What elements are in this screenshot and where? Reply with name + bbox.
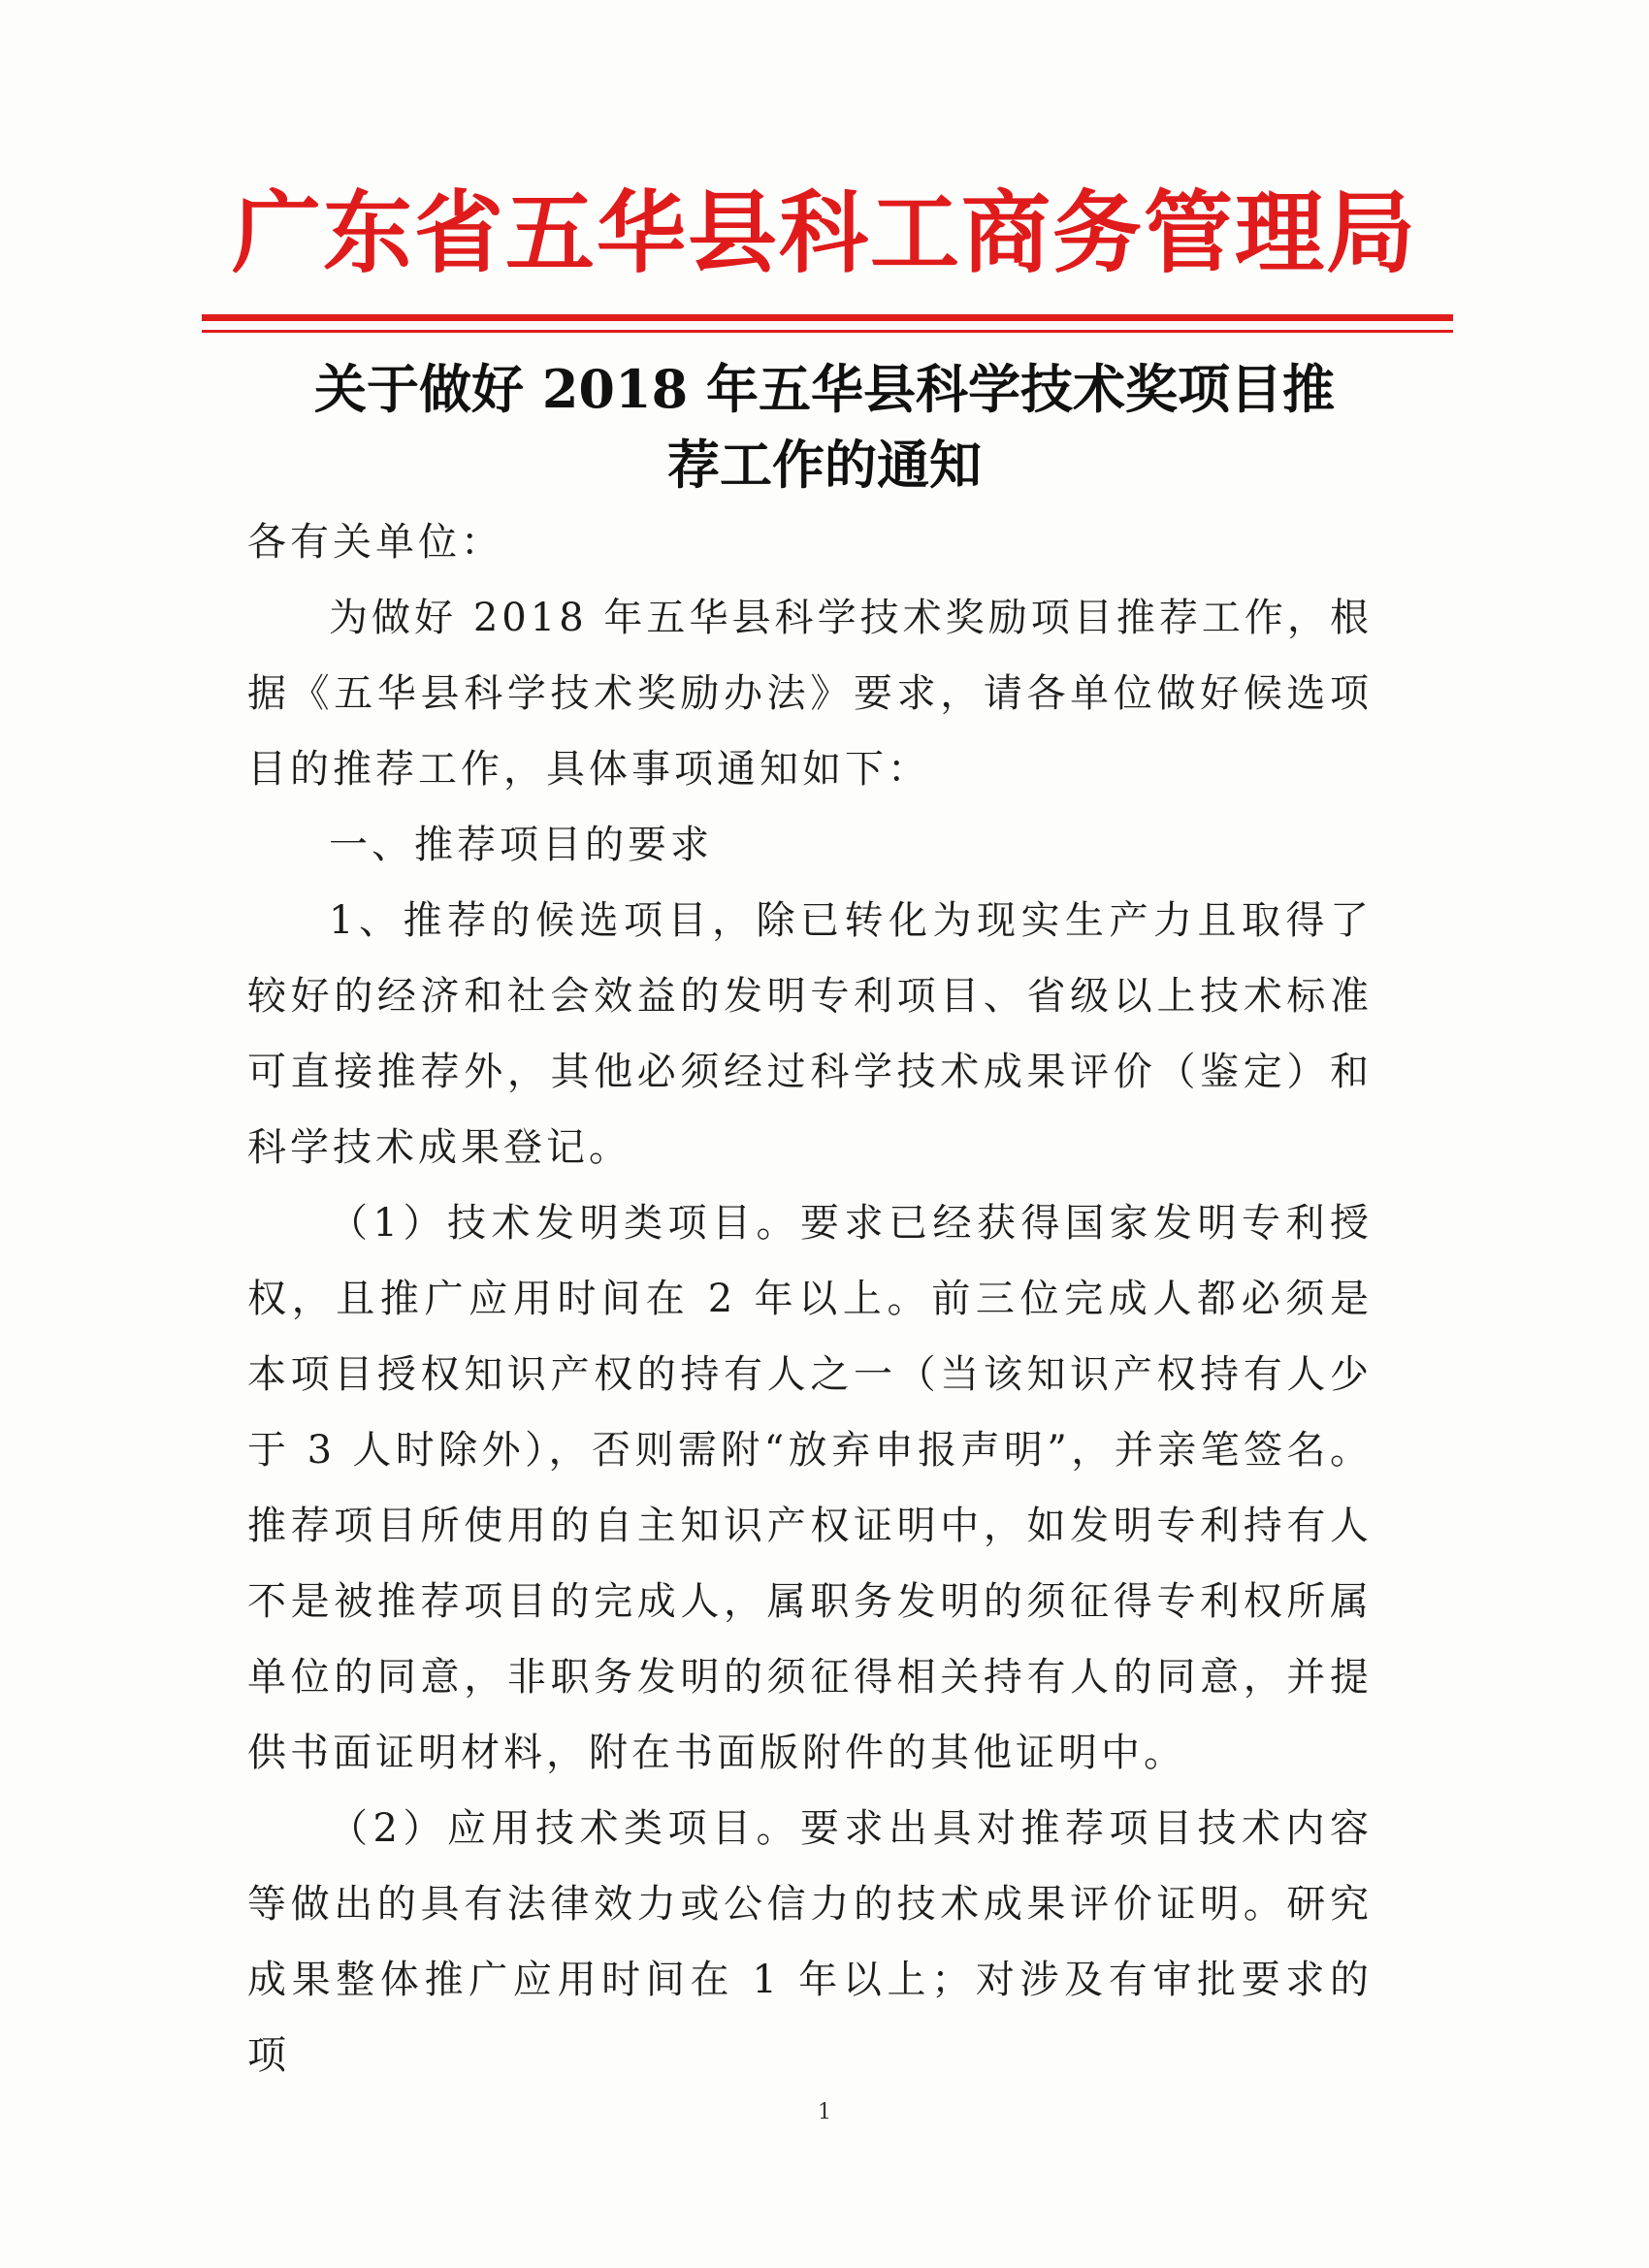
paragraph-item-1-2: （2）应用技术类项目。要求出具对推荐项目技术内容等做出的具有法律效力或公信力的技术成果评价证明。研究成果整体推广应用时间在 1 年以上；对涉及有审批要求的项	[247, 1806, 1373, 2078]
document-title	[194, 351, 1455, 502]
document-title-line-2: 荐工作的通知	[667, 434, 982, 496]
salutation: 各有关单位：	[247, 520, 503, 565]
page-number: 1	[818, 2100, 831, 2124]
document-body	[247, 504, 1373, 2093]
paragraph-item-1-1: （1）技术发明类项目。要求已经获得国家发明专利授权，且推广应用时间在 2 年以上。前三位完成人都必须是本项目授权知识产权的持有人之一（当该知识产权持有人少于 3 人时除外），否则需附“放弃申报声明”，并亲笔签名。推荐项目所使用的自主知识产权证明中，如发明专利持有人不是被推荐项目的完成人，属职务发明的须征得专利权所属单位的同意，非职务发明的须征得相关持有人的同意，并提供书面证明材料，附在书面版附件的其他证明中。	[247, 1201, 1373, 1775]
paragraph-intro: 为做好 2018 年五华县科学技术奖励项目推荐工作，根据《五华县科学技术奖励办法》要求，请各单位做好候选项目的推荐工作，具体事项通知如下：	[247, 596, 1373, 792]
paragraph-item-1: 1、推荐的候选项目，除已转化为现实生产力且取得了较好的经济和社会效益的发明专利项目、省级以上技术标准可直接推荐外，其他必须经过科学技术成果评价（鉴定）和科学技术成果登记。	[247, 898, 1373, 1170]
letterhead-red-rule-thick	[202, 314, 1453, 321]
document-title-line-1: 关于做好 2018 年五华县科学技术奖项目推	[314, 358, 1335, 420]
letterhead-red-rule-thin	[202, 330, 1453, 333]
section-heading-1: 一、推荐项目的要求	[329, 823, 713, 867]
letterhead-title: 广东省五华县科工商务管理局	[231, 180, 1417, 285]
